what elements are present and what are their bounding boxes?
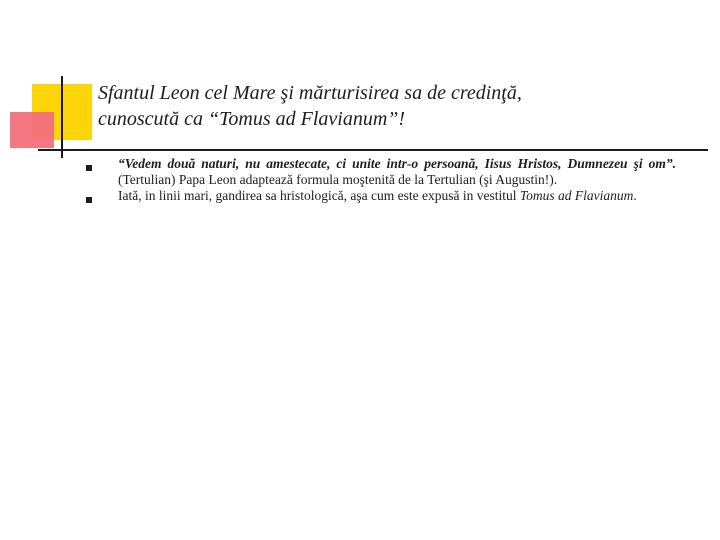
bullet-item-2 bbox=[86, 188, 676, 204]
slide-title-line-1: Sfantul Leon cel Mare şi mărturisirea sa de credinţă, bbox=[98, 82, 522, 104]
bullet-2-end: . bbox=[633, 188, 637, 203]
bullet-1-text: (Tertulian) Papa Leon adaptează formula moştenită de la Tertulian (şi Augustin!). bbox=[118, 172, 558, 187]
square-bullet-icon bbox=[86, 165, 92, 171]
slide-title-line-2: cunoscută ca “Tomus ad Flavianum”! bbox=[98, 108, 406, 130]
decor-red-square bbox=[10, 112, 54, 148]
slide-title bbox=[98, 80, 698, 132]
decor-vertical-line bbox=[61, 76, 63, 158]
bullet-1-quote: “Vedem două naturi, nu amestecate, ci unite intr-o persoană, Iisus Hristos, Dumnezeu şi om”. bbox=[118, 156, 676, 171]
bullet-list bbox=[86, 156, 676, 204]
square-bullet-icon bbox=[86, 197, 92, 203]
bullet-2-italic: Tomus ad Flavianum bbox=[519, 188, 634, 203]
bullet-item-1 bbox=[86, 156, 676, 188]
decor-horizontal-line bbox=[38, 149, 708, 151]
bullet-2-text: Iată, in linii mari, gandirea sa hristologică, aşa cum este expusă in vestitul bbox=[118, 188, 520, 203]
